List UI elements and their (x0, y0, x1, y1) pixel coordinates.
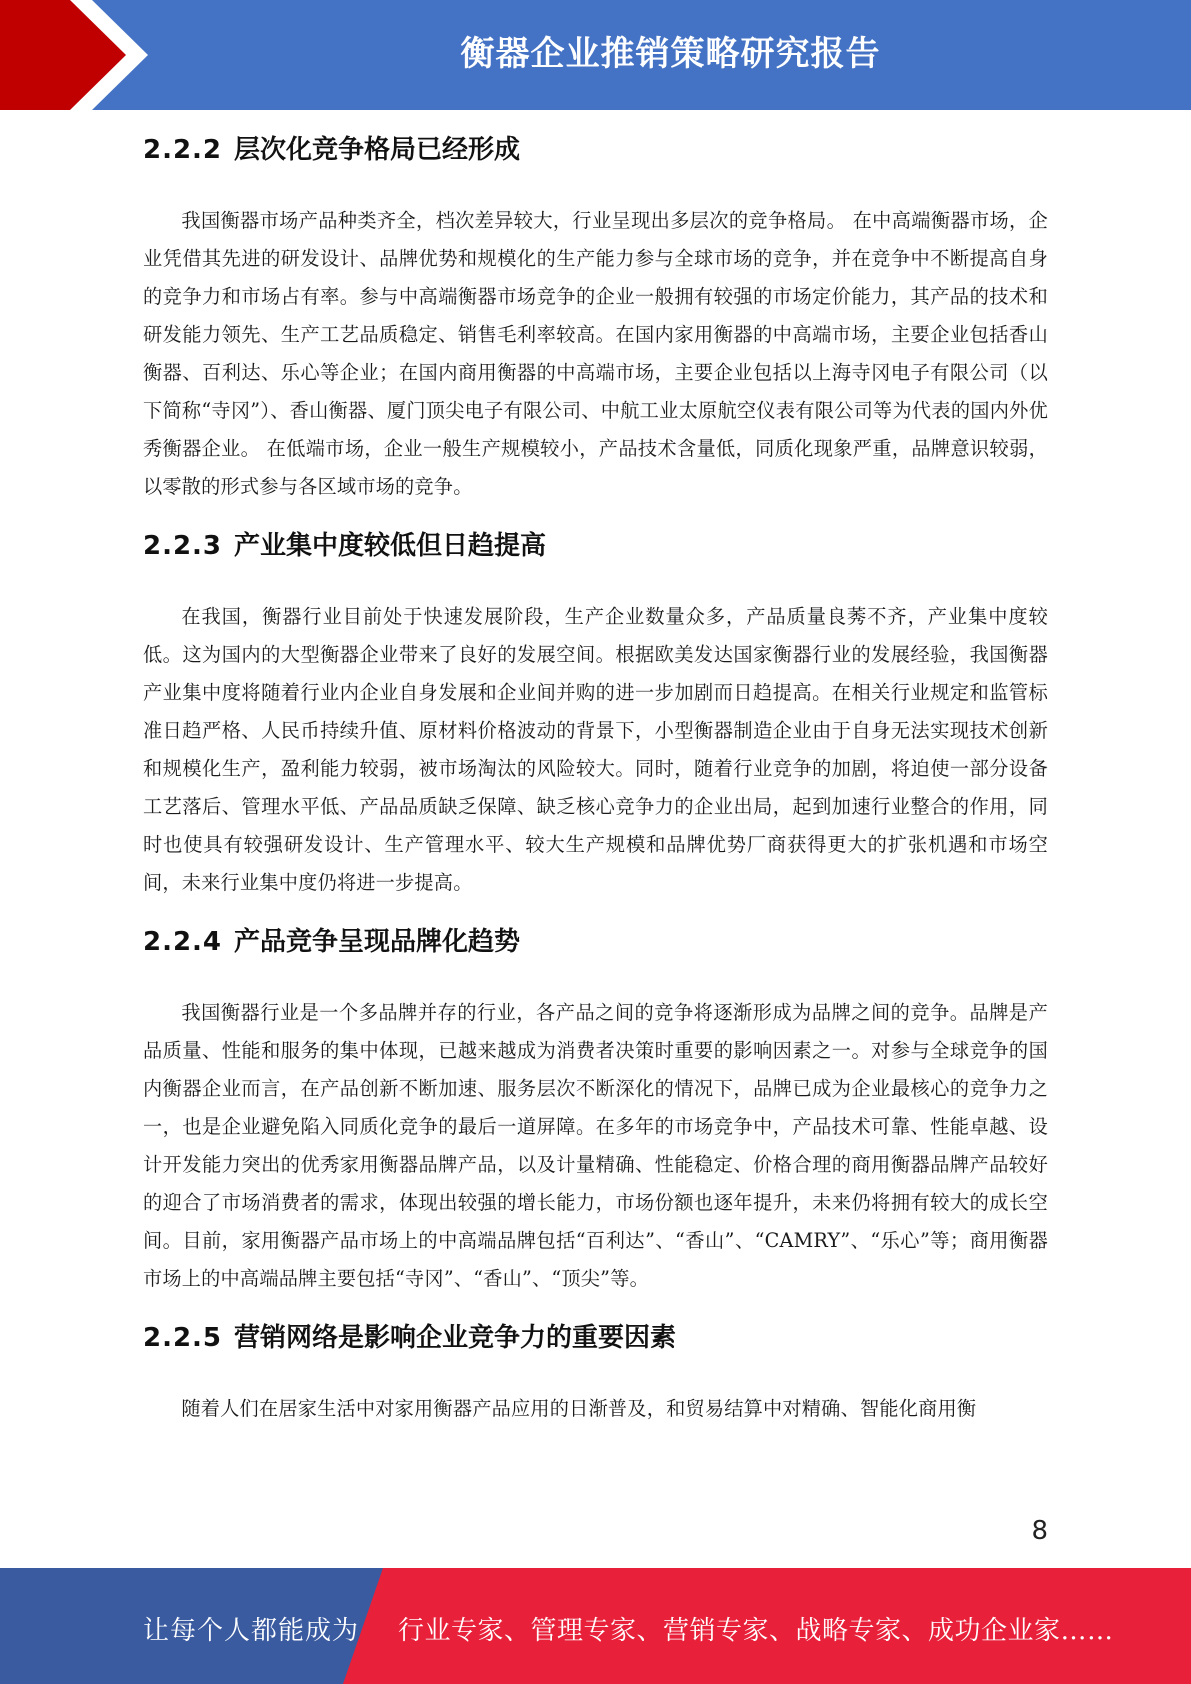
section-heading (143, 1320, 1048, 1356)
main-content (143, 120, 1048, 1450)
section-heading (143, 132, 1048, 168)
body-paragraph: 我国衡器行业是一个多品牌并存的行业，各产品之间的竞争将逐渐形成为品牌之间的竞争。品牌是产品质量、性能和服务的集中体现，已越来越成为消费者决策时重要的影响因素之一。对参与全球竞争的国内衡器企业而言，在产品创新不断加速、服务层次不断深化的情况下，品牌已成为企业最核心的竞争力之一，也是企业避免陷入同质化竞争的最后一道屏障。在多年的市场竞争中，产品技术可靠、性能卓越、设计开发能力突出的优秀家用衡器品牌产品，以及计量精确、性能稳定、价格合理的商用衡器品牌产品较好的迎合了市场消费者的需求，体现出较强的增长能力，市场份额也逐年提升，未来仍将拥有较大的成长空间。目前，家用衡器产品市场上的中高端品牌包括“百利达”、“香山”、“CAMRY”、“乐心”等；商用衡器市场上的中高端品牌主要包括“寺冈”、“香山”、“顶尖”等。 (143, 1001, 1048, 1290)
section-heading (143, 924, 1048, 960)
section-title: 营销网络是影响企业竞争力的重要因素 (234, 1323, 677, 1353)
section-2-2-2 (143, 132, 1048, 506)
body-paragraph: 随着人们在居家生活中对家用衡器产品应用的日渐普及，和贸易结算中对精确、智能化商用衡 (181, 1397, 977, 1420)
section-number: 2.2.3 (143, 531, 223, 561)
body-paragraph: 我国衡器市场产品种类齐全，档次差异较大，行业呈现出多层次的竞争格局。 在中高端衡器市场，企业凭借其先进的研发设计、品牌优势和规模化的生产能力参与全球市场的竞争，并在竞争中不断提高自身的竞争力和市场占有率。参与中高端衡器市场竞争的企业一般拥有较强的市场定价能力，其产品的技术和研发能力领先、生产工艺品质稳定、销售毛利率较高。在国内家用衡器的中高端市场，主要企业包括香山衡器、百利达、乐心等企业；在国内商用衡器的中高端市场，主要企业包括以上海寺冈电子有限公司（以下简称“寺冈”）、香山衡器、厦门顶尖电子有限公司、中航工业太原航空仪表有限公司等为代表的国内外优秀衡器企业。 在低端市场，企业一般生产规模较小，产品技术含量低，同质化现象严重，品牌意识较弱，以零散的形式参与各区域市场的竞争。 (143, 209, 1048, 498)
section-title: 产品竞争呈现品牌化趋势 (234, 927, 521, 957)
section-number: 2.2.5 (143, 1323, 223, 1353)
footer-slogan-right: 行业专家、管理专家、营销专家、战略专家、成功企业家…… (398, 1616, 1114, 1646)
body-paragraph: 在我国，衡器行业目前处于快速发展阶段，生产企业数量众多，产品质量良莠不齐，产业集中度较低。这为国内的大型衡器企业带来了良好的发展空间。根据欧美发达国家衡器行业的发展经验，我国衡器产业集中度将随着行业内企业自身发展和企业间并购的进一步加剧而日趋提高。在相关行业规定和监管标准日趋严格、人民币持续升值、原材料价格波动的背景下，小型衡器制造企业由于自身无法实现技术创新和规模化生产，盈利能力较弱，被市场淘汰的风险较大。同时，随着行业竞争的加剧，将迫使一部分设备工艺落后、管理水平低、产品品质缺乏保障、缺乏核心竞争力的企业出局，起到加速行业整合的作用，同时也使具有较强研发设计、生产管理水平、较大生产规模和品牌优势厂商获得更大的扩张机遇和市场空间，未来行业集中度仍将进一步提高。 (143, 605, 1048, 894)
page-footer (0, 1568, 1191, 1684)
section-2-2-5 (143, 1320, 1048, 1428)
section-2-2-4 (143, 924, 1048, 1298)
section-number: 2.2.2 (143, 135, 223, 165)
section-title: 产业集中度较低但日趋提高 (234, 531, 547, 561)
section-title: 层次化竞争格局已经形成 (234, 135, 521, 165)
report-title: 衡器企业推销策略研究报告 (460, 34, 881, 74)
footer-slogan-left: 让每个人都能成为 (143, 1616, 360, 1646)
page-header (0, 0, 1191, 110)
section-heading (143, 528, 1048, 564)
header-arrow-decoration (0, 0, 160, 110)
section-2-2-3 (143, 528, 1048, 902)
page-number: 8 (1031, 1516, 1048, 1546)
section-number: 2.2.4 (143, 927, 223, 957)
